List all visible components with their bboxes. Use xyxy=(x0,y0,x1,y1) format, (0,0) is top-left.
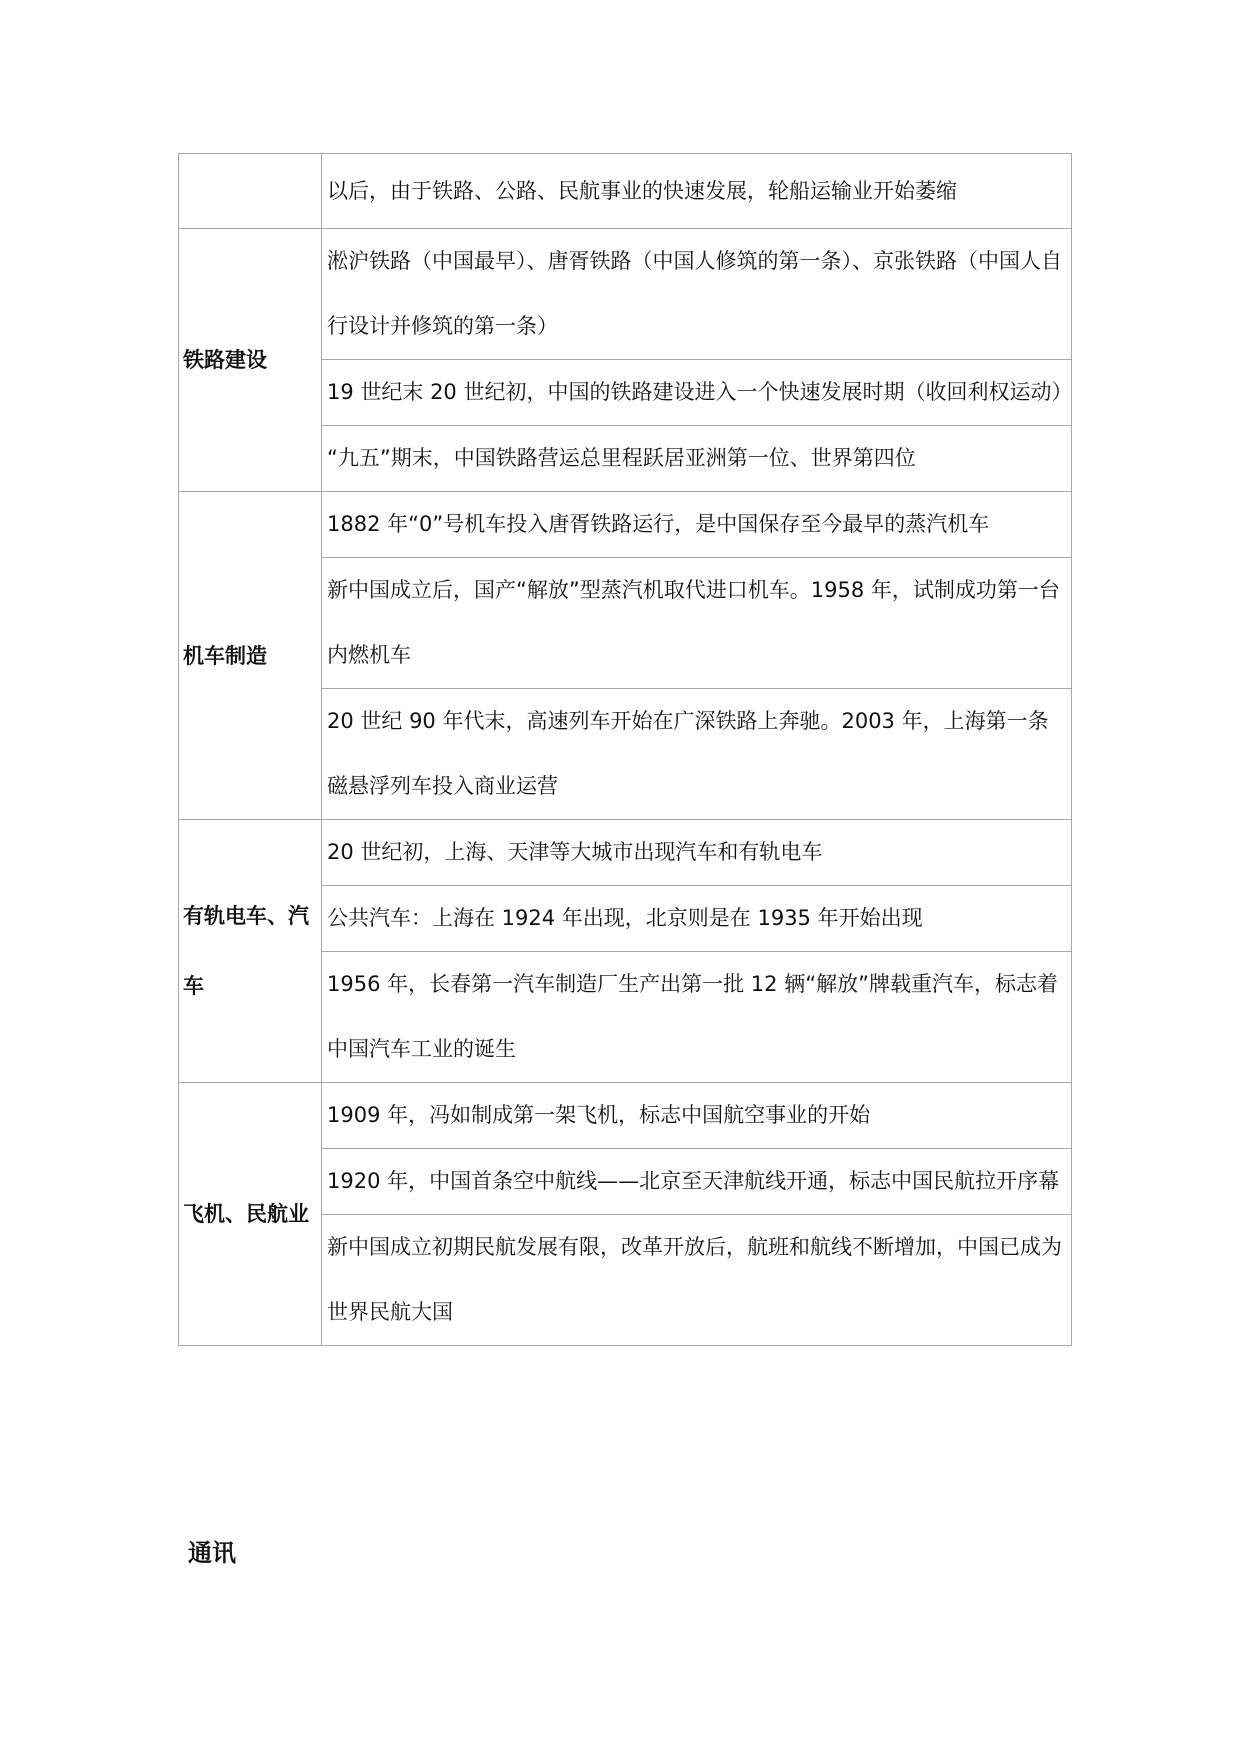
item-cell: 1920 年，中国首条空中航线——北京至天津航线开通，标志中国民航拉开序幕 xyxy=(322,1149,1072,1215)
table-row xyxy=(179,1083,1072,1149)
item-cell: 新中国成立后，国产“解放”型蒸汽机取代进口机车。1958 年，试制成功第一台内燃机车 xyxy=(322,558,1072,689)
item-cell: 19 世纪末 20 世纪初，中国的铁路建设进入一个快速发展时期（收回利权运动） xyxy=(322,360,1072,426)
item-cell: 20 世纪 90 年代末，高速列车开始在广深铁路上奔驰。2003 年，上海第一条磁悬浮列车投入商业运营 xyxy=(322,689,1072,820)
item-cell: 1909 年，冯如制成第一架飞机，标志中国航空事业的开始 xyxy=(322,1083,1072,1149)
item-cell: 20 世纪初，上海、天津等大城市出现汽车和有轨电车 xyxy=(322,820,1072,886)
item-cell: 1882 年“0”号机车投入唐胥铁路运行，是中国保存至今最早的蒸汽机车 xyxy=(322,492,1072,558)
item-cell: 新中国成立初期民航发展有限，改革开放后，航班和航线不断增加，中国已成为世界民航大国 xyxy=(322,1215,1072,1346)
item-cell: 淞沪铁路（中国最早）、唐胥铁路（中国人修筑的第一条）、京张铁路（中国人自行设计并修筑的第一条） xyxy=(322,229,1072,360)
category-cell-railway: 铁路建设 xyxy=(179,229,322,492)
item-cell: “九五”期末，中国铁路营运总里程跃居亚洲第一位、世界第四位 xyxy=(322,426,1072,492)
transport-history-table xyxy=(178,153,1072,1346)
table-row xyxy=(179,229,1072,360)
item-cell: 以后，由于铁路、公路、民航事业的快速发展，轮船运输业开始萎缩 xyxy=(322,154,1072,229)
table-row xyxy=(179,820,1072,886)
category-cell xyxy=(179,154,322,229)
category-cell-locomotive: 机车制造 xyxy=(179,492,322,820)
table-row xyxy=(179,492,1072,558)
category-cell-tram-car: 有轨电车、汽车 xyxy=(179,820,322,1083)
category-cell-aviation: 飞机、民航业 xyxy=(179,1083,322,1346)
item-cell: 1956 年，长春第一汽车制造厂生产出第一批 12 辆“解放”牌载重汽车，标志着中国汽车工业的诞生 xyxy=(322,952,1072,1083)
table-row xyxy=(179,154,1072,229)
item-cell: 公共汽车：上海在 1924 年出现，北京则是在 1935 年开始出现 xyxy=(322,886,1072,952)
section-heading: 通讯 xyxy=(188,1539,236,1567)
